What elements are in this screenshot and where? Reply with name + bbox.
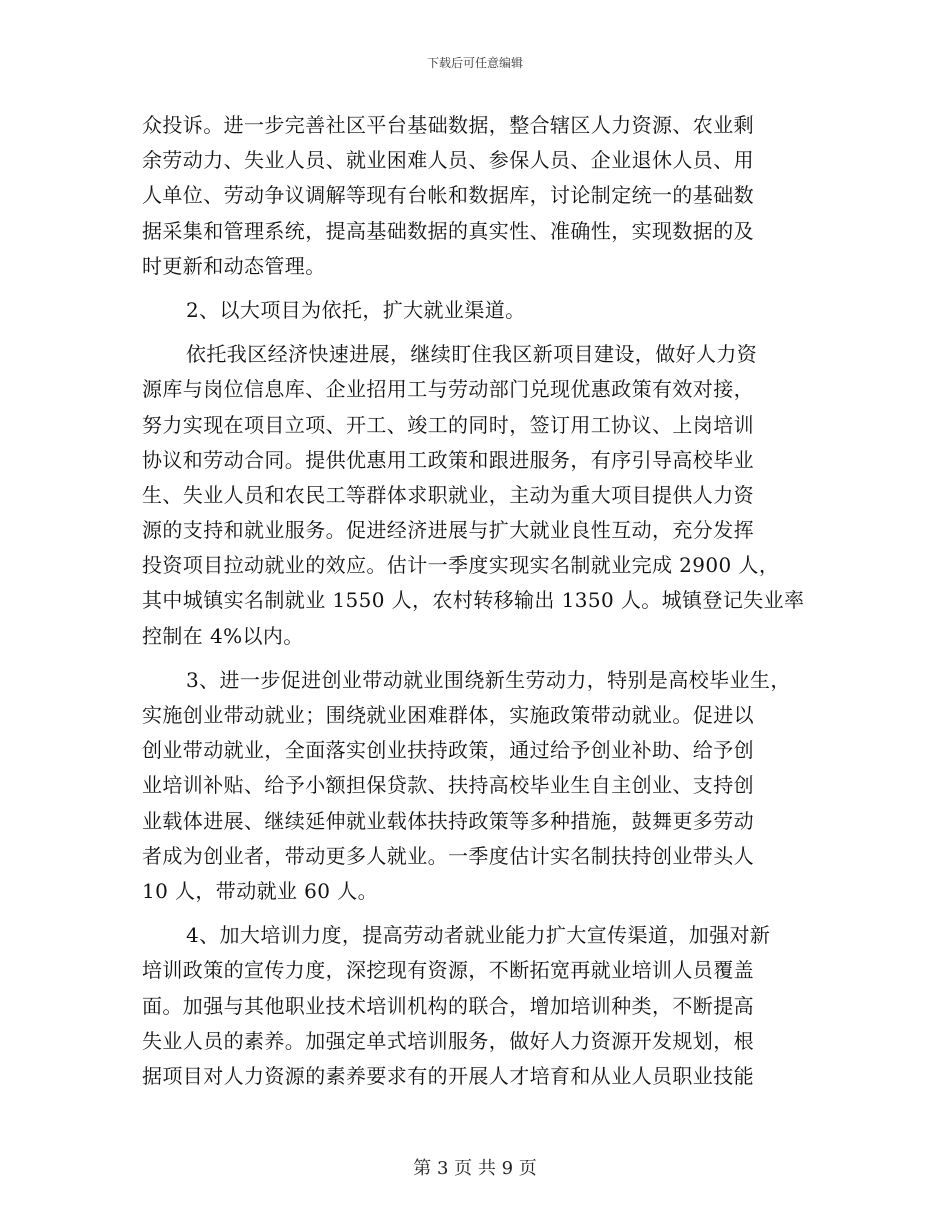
page-footer: 第 3 页 共 9 页: [413, 1158, 537, 1179]
text-line: 10 人，带动就业 60 人。: [142, 878, 378, 903]
text-line: 2、以大项目为依托，扩大就业渠道。: [186, 297, 526, 322]
text-line: 其中城镇实名制就业 1550 人，农村转移输出 1350 人。城镇登记失业率: [142, 588, 805, 613]
text-line: 生、失业人员和农民工等群体求职就业，主动为重大项目提供人力资: [142, 482, 754, 507]
section-heading: [142, 293, 810, 328]
text-line: 源库与岗位信息库、企业招用工与劳动部门兑现优惠政策有效对接，: [142, 377, 754, 402]
text-line: 面。加强与其他职业技术培训机构的联合，增加培训种类，不断提高: [142, 993, 754, 1018]
paragraph: [142, 108, 810, 284]
text-line: 者成为创业者，带动更多人就业。一季度估计实名制扶持创业带头人: [142, 843, 754, 868]
text-line: 据项目对人力资源的素养要求有的开展人才培育和从业人员职业技能: [142, 1063, 754, 1088]
text-line: 创业带动就业，全面落实创业扶持政策，通过给予创业补助、给予创: [142, 738, 754, 763]
text-line: 培训政策的宣传力度，深挖现有资源，不断拓宽再就业培训人员覆盖: [142, 958, 754, 983]
paragraph: [142, 663, 810, 909]
text-line: 控制在 4%以内。: [142, 623, 304, 648]
page-header: 下载后可任意编辑: [426, 56, 523, 70]
text-line: 4、加大培训力度，提高劳动者就业能力扩大宣传渠道，加强对新: [186, 923, 771, 948]
text-line: 源的支持和就业服务。促进经济进展与扩大就业良性互动，充分发挥: [142, 518, 754, 543]
text-line: 时更新和动态管理。: [142, 253, 326, 278]
text-line: 据采集和管理系统，提高基础数据的真实性、准确性，实现数据的及: [142, 218, 754, 243]
text-line: 失业人员的素养。加强定单式培训服务，做好人力资源开发规划，根: [142, 1028, 754, 1053]
text-line: 人单位、劳动争议调解等现有台帐和数据库，讨论制定统一的基础数: [142, 183, 754, 208]
text-line: 3、进一步促进创业带动就业围绕新生劳动力，特别是高校毕业生，: [186, 667, 791, 692]
text-line: 业培训补贴、给予小额担保贷款、扶持高校毕业生自主创业、支持创: [142, 773, 754, 798]
text-line: 实施创业带动就业；围绕就业困难群体，实施政策带动就业。促进以: [142, 703, 754, 727]
text-line: 依托我区经济快速进展，继续盯住我区新项目建设，做好人力资: [186, 342, 758, 367]
text-line: 业载体进展、继续延伸就业载体扶持政策等多种措施，鼓舞更多劳动: [142, 808, 754, 833]
document-body: [142, 108, 810, 1094]
paragraph: [142, 918, 810, 1094]
paragraph: [142, 337, 810, 654]
text-line: 投资项目拉动就业的效应。估计一季度实现实名制就业完成 2900 人，: [142, 553, 780, 578]
text-line: 协议和劳动合同。提供优惠用工政策和跟进服务，有序引导高校毕业: [142, 447, 754, 472]
text-line: 努力实现在项目立项、开工、竣工的同时，签订用工协议、上岗培训: [142, 412, 754, 437]
text-line: 众投诉。进一步完善社区平台基础数据，整合辖区人力资源、农业剩: [142, 113, 754, 137]
text-line: 余劳动力、失业人员、就业困难人员、参保人员、企业退休人员、用: [142, 148, 754, 173]
